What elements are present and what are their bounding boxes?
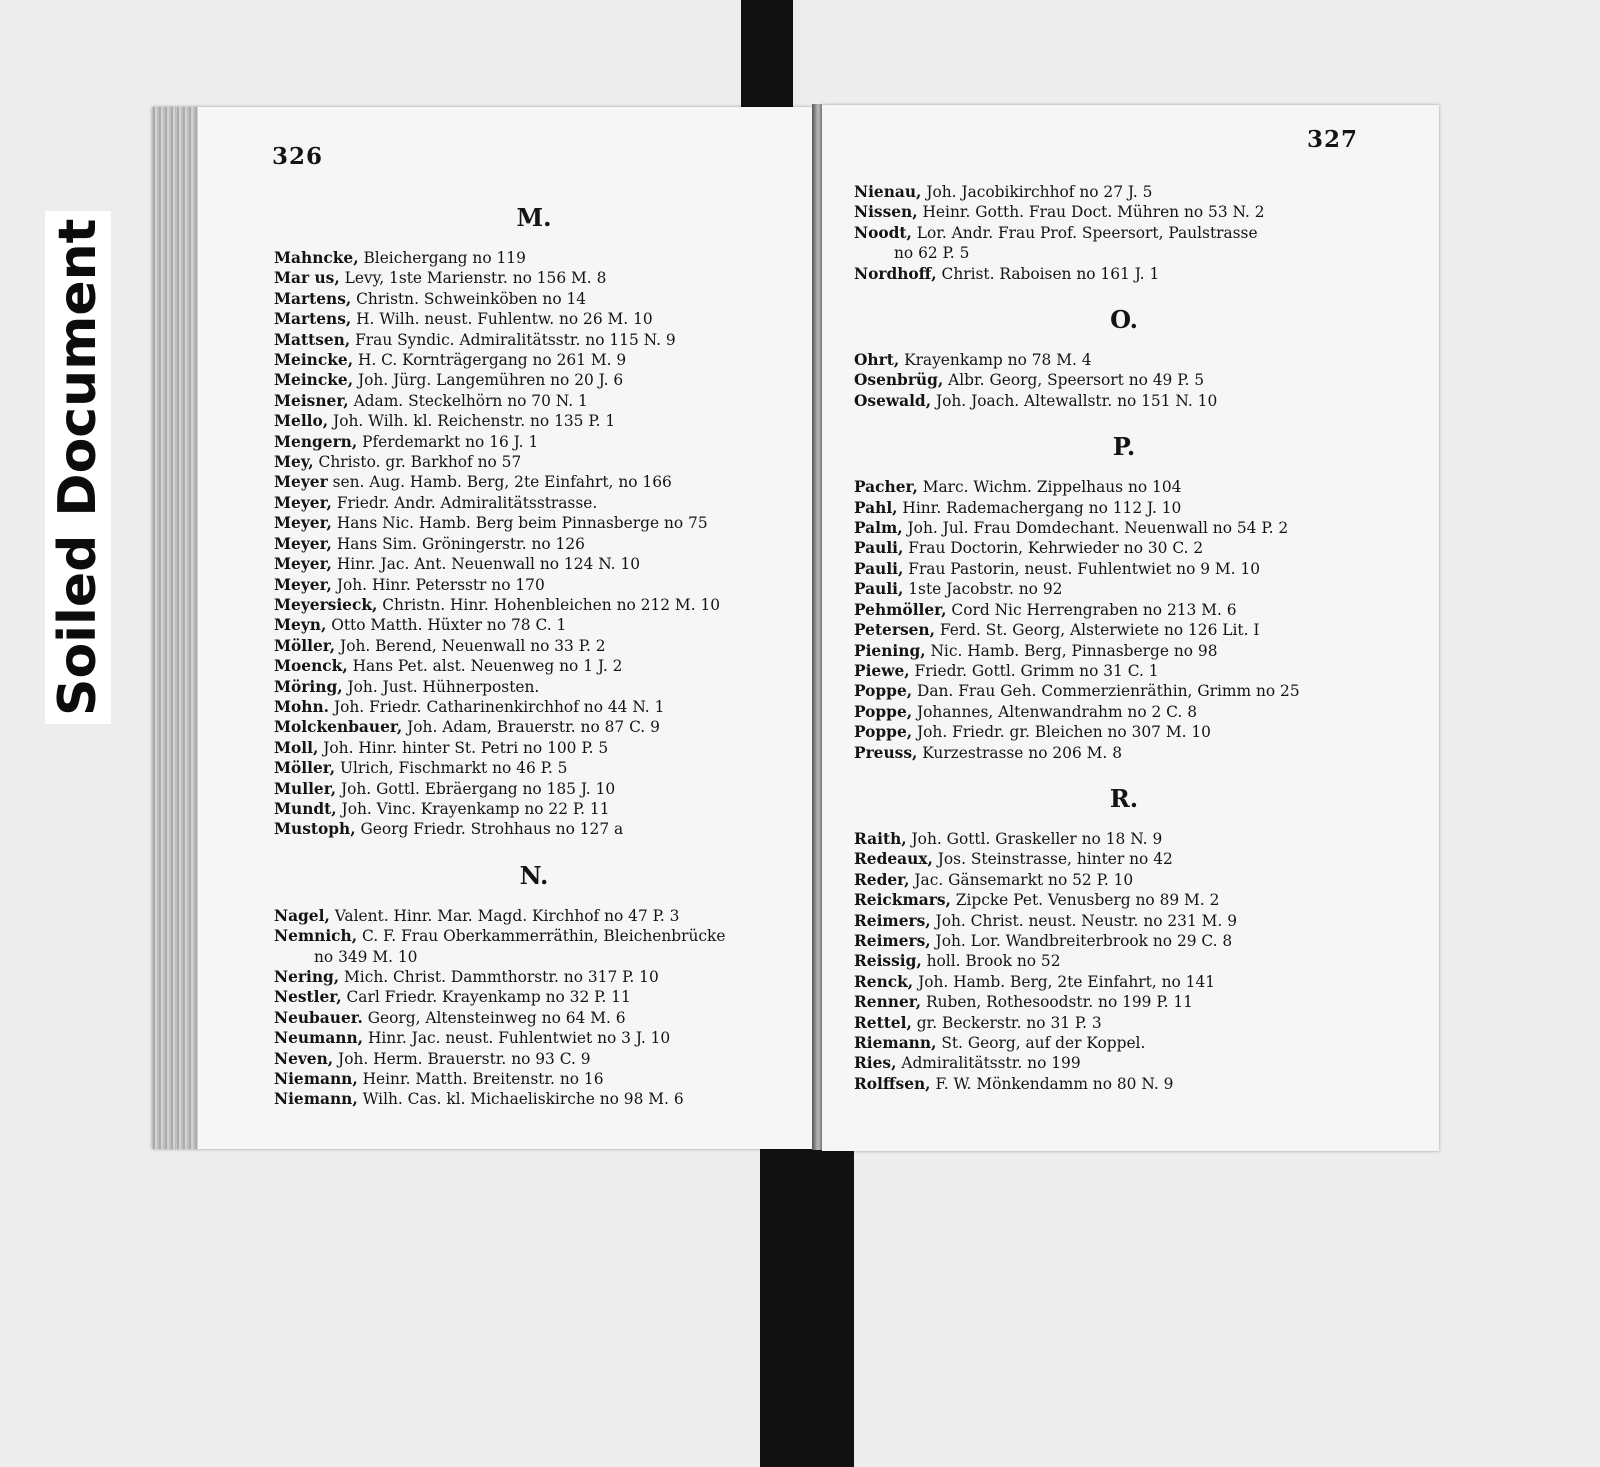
section-heading: O. bbox=[1110, 305, 1138, 335]
directory-entry bbox=[854, 829, 1394, 849]
entry-details: Krayenkamp no 78 M. 4 bbox=[899, 351, 1092, 370]
entry-details: sen. Aug. Hamb. Berg, 2te Einfahrt, no 166 bbox=[327, 473, 672, 492]
directory-entry bbox=[854, 681, 1394, 701]
entry-details: Hans Pet. alst. Neuenweg no 1 J. 2 bbox=[347, 657, 623, 676]
entry-details: Joh. Hinr. Petersstr no 170 bbox=[331, 575, 545, 594]
entry-details: Jac. Gänsemarkt no 52 P. 10 bbox=[909, 870, 1134, 889]
entry-details: Levy, 1ste Marienstr. no 156 M. 8 bbox=[339, 269, 607, 288]
entry-details: Ruben, Rothesoodstr. no 199 P. 11 bbox=[921, 993, 1193, 1012]
entry-details: Wilh. Cas. kl. Michaeliskirche no 98 M. 6 bbox=[357, 1090, 684, 1109]
directory-entry bbox=[274, 391, 794, 411]
entry-details: Frau Syndic. Admiralitätsstr. no 115 N. 9 bbox=[350, 330, 676, 349]
entry-details: Joh. Lor. Wandbreiterbrook no 29 C. 8 bbox=[930, 931, 1233, 950]
entry-details: Ulrich, Fischmarkt no 46 P. 5 bbox=[335, 759, 568, 778]
entry-details: Hinr. Jac. Ant. Neuenwall no 124 N. 10 bbox=[331, 555, 641, 574]
entry-surname: Möller, bbox=[274, 759, 336, 778]
entry-surname: Ohrt, bbox=[854, 351, 900, 370]
entry-details: Joh. Jacobikirchhof no 27 J. 5 bbox=[921, 183, 1153, 201]
directory-entry bbox=[854, 702, 1394, 722]
entry-surname: Meyer bbox=[274, 473, 328, 492]
section-gap bbox=[854, 411, 1394, 425]
directory-entry bbox=[854, 890, 1394, 910]
entry-details: Joh. Jul. Frau Domdechant. Neuenwall no 54 P. 2 bbox=[902, 519, 1289, 538]
entry-details: Zipcke Pet. Venusberg no 89 M. 2 bbox=[950, 891, 1220, 910]
entry-surname: Meyer, bbox=[274, 575, 332, 594]
directory-entry bbox=[854, 743, 1394, 763]
entry-details: Joh. Gottl. Graskeller no 18 N. 9 bbox=[906, 829, 1163, 848]
directory-entry bbox=[274, 677, 794, 697]
entry-surname: Martens, bbox=[274, 289, 352, 308]
entry-surname: Pacher, bbox=[854, 478, 918, 497]
entry-surname: Meyer, bbox=[274, 555, 332, 574]
entry-surname: Möller, bbox=[274, 636, 336, 655]
directory-entry bbox=[854, 1074, 1394, 1094]
directory-entry bbox=[274, 289, 794, 309]
entry-details: Hans Nic. Hamb. Berg beim Pinnasberge no 75 bbox=[331, 514, 708, 533]
entry-details: Joh. Christ. neust. Neustr. no 231 M. 9 bbox=[930, 911, 1237, 930]
entry-details: Albr. Georg, Speersort no 49 P. 5 bbox=[943, 371, 1205, 390]
entry-details: Admiralitätsstr. no 199 bbox=[896, 1054, 1081, 1073]
section-heading: P. bbox=[1112, 432, 1136, 462]
entry-details: H. C. Kornträgergang no 261 M. 9 bbox=[353, 351, 627, 370]
entry-details: Joh. Gottl. Ebräergang no 185 J. 10 bbox=[336, 779, 616, 798]
soiled-document-label: Soiled Document bbox=[45, 211, 111, 724]
directory-entry bbox=[274, 799, 794, 819]
entry-details: Ferd. St. Georg, Alsterwiete no 126 Lit. I bbox=[934, 621, 1260, 640]
directory-entry bbox=[274, 738, 794, 758]
entry-details: Joh. Berend, Neuenwall no 33 P. 2 bbox=[335, 636, 606, 655]
directory-entry bbox=[854, 559, 1394, 579]
entry-surname: Pehmöller, bbox=[854, 600, 947, 619]
directory-entry bbox=[274, 411, 794, 431]
directory-entry bbox=[854, 911, 1394, 931]
entry-surname: Nordhoff, bbox=[854, 264, 937, 283]
entry-surname: Pauli, bbox=[854, 539, 904, 558]
page-stack-edge bbox=[152, 107, 198, 1149]
entry-details: holl. Brook no 52 bbox=[921, 952, 1061, 971]
entry-surname: Meyer, bbox=[274, 493, 332, 512]
entry-details: Mich. Christ. Dammthorstr. no 317 P. 10 bbox=[339, 968, 659, 986]
entry-details: Joh. Just. Hühnerposten. bbox=[342, 677, 540, 696]
directory-entry bbox=[274, 717, 794, 737]
entry-details: Christn. Schweinköben no 14 bbox=[351, 289, 587, 308]
entry-surname: Mattsen, bbox=[274, 330, 351, 349]
entry-details: H. Wilh. neust. Fuhlentw. no 26 M. 10 bbox=[351, 310, 653, 329]
entry-surname: Muller, bbox=[274, 779, 337, 798]
entry-surname: Meisner, bbox=[274, 391, 349, 410]
entry-details: Hans Sim. Gröningerstr. no 126 bbox=[331, 534, 585, 553]
entry-details: Marc. Wichm. Zippelhaus no 104 bbox=[917, 478, 1182, 497]
entry-surname: Meyn, bbox=[274, 616, 327, 635]
entry-details: Joh. Friedr. Catharinenkirchhof no 44 N. 1 bbox=[329, 697, 665, 716]
entry-surname: Osenbrüg, bbox=[854, 371, 944, 390]
entry-details: Friedr. Gottl. Grimm no 31 C. 1 bbox=[909, 661, 1159, 680]
entry-details: Cord Nic Herrengraben no 213 M. 6 bbox=[946, 600, 1237, 619]
directory-entry bbox=[274, 656, 794, 676]
entry-details: Adam. Steckelhörn no 70 N. 1 bbox=[348, 391, 588, 410]
directory-entry bbox=[274, 513, 794, 533]
entry-surname: Ries, bbox=[854, 1054, 897, 1073]
directory-entry bbox=[274, 906, 794, 926]
entry-details: Christn. Hinr. Hohenbleichen no 212 M. 10 bbox=[377, 595, 721, 614]
directory-entry bbox=[274, 1008, 794, 1028]
entry-details: Joh. Joach. Altewallstr. no 151 N. 10 bbox=[931, 391, 1218, 410]
section-heading: M. bbox=[516, 203, 552, 232]
directory-entry bbox=[854, 849, 1394, 869]
entry-details: Otto Matth. Hüxter no 78 C. 1 bbox=[326, 616, 567, 635]
entry-surname: Raith, bbox=[854, 829, 907, 848]
entry-surname: Pahl, bbox=[854, 498, 898, 517]
entry-surname: Poppe, bbox=[854, 682, 913, 701]
directory-entry bbox=[854, 641, 1394, 661]
section-heading: N. bbox=[519, 860, 549, 890]
entry-details: St. Georg, auf der Koppel. bbox=[936, 1034, 1146, 1052]
directory-entry bbox=[854, 498, 1394, 518]
entry-surname: Meyersieck, bbox=[274, 595, 378, 614]
entry-details: Christo. gr. Barkhof no 57 bbox=[313, 453, 522, 472]
entry-details: no 349 M. 10 bbox=[314, 947, 418, 966]
entry-surname: Neumann, bbox=[274, 1029, 364, 1048]
entry-surname: Reimers, bbox=[854, 931, 931, 950]
entry-details: no 62 P. 5 bbox=[894, 244, 970, 263]
entry-surname: Nestler, bbox=[274, 988, 342, 1007]
entry-surname: Reder, bbox=[854, 870, 910, 889]
section-gap bbox=[854, 763, 1394, 777]
entry-surname: Reimers, bbox=[854, 911, 931, 930]
directory-entry bbox=[274, 819, 794, 839]
entry-surname: Rolffsen, bbox=[854, 1074, 931, 1093]
entry-surname: Reickmars, bbox=[854, 891, 951, 910]
entry-surname: Mar us, bbox=[274, 269, 340, 288]
entry-surname: Pauli, bbox=[854, 580, 904, 599]
directory-entry bbox=[854, 243, 1394, 263]
entry-surname: Redeaux, bbox=[854, 850, 933, 869]
directory-entry bbox=[274, 268, 794, 288]
entry-details: Joh. Herm. Brauerstr. no 93 C. 9 bbox=[333, 1049, 591, 1068]
directory-entry bbox=[274, 1069, 794, 1089]
entry-details: Heinr. Gotth. Frau Doct. Mühren no 53 N. 2 bbox=[917, 203, 1265, 222]
directory-entry bbox=[274, 370, 794, 390]
left-page-column bbox=[274, 196, 794, 1110]
directory-entry bbox=[854, 538, 1394, 558]
entry-surname: Piewe, bbox=[854, 661, 910, 680]
right-page-column bbox=[854, 182, 1394, 1094]
entry-surname: Molckenbauer, bbox=[274, 718, 403, 737]
section-heading: R. bbox=[1109, 783, 1139, 813]
entry-details: Bleichergang no 119 bbox=[358, 249, 526, 267]
directory-entry bbox=[274, 758, 794, 778]
directory-entry bbox=[854, 1053, 1394, 1073]
entry-surname: Osewald, bbox=[854, 391, 932, 410]
directory-entry bbox=[274, 534, 794, 554]
entry-details: Hinr. Rademachergang no 112 J. 10 bbox=[897, 498, 1182, 517]
directory-entry bbox=[274, 432, 794, 452]
entry-surname: Meincke, bbox=[274, 351, 354, 370]
section-gap bbox=[854, 284, 1394, 298]
entry-details: Frau Doctorin, Kehrwieder no 30 C. 2 bbox=[903, 539, 1204, 558]
entry-surname: Renner, bbox=[854, 993, 922, 1012]
entry-surname: Poppe, bbox=[854, 723, 913, 742]
entry-surname: Möring, bbox=[274, 677, 343, 696]
directory-entry bbox=[274, 452, 794, 472]
entry-surname: Mey, bbox=[274, 453, 314, 472]
directory-entry bbox=[274, 779, 794, 799]
directory-entry bbox=[274, 350, 794, 370]
entry-surname: Renck, bbox=[854, 972, 914, 991]
directory-entry bbox=[854, 600, 1394, 620]
directory-entry bbox=[854, 992, 1394, 1012]
directory-entry bbox=[274, 1089, 794, 1109]
entry-details: Georg Friedr. Strohhaus no 127 a bbox=[355, 820, 624, 839]
directory-entry bbox=[274, 309, 794, 329]
directory-entry bbox=[854, 370, 1394, 390]
entry-details: Joh. Vinc. Krayenkamp no 22 P. 11 bbox=[336, 799, 610, 818]
entry-surname: Neven, bbox=[274, 1049, 334, 1068]
directory-entry bbox=[274, 554, 794, 574]
directory-entry bbox=[274, 926, 794, 946]
entry-surname: Niemann, bbox=[274, 1090, 358, 1109]
directory-entry bbox=[274, 1049, 794, 1069]
directory-entry bbox=[274, 697, 794, 717]
directory-entry bbox=[854, 264, 1394, 284]
entry-details: Valent. Hinr. Mar. Magd. Kirchhof no 47 P. 3 bbox=[329, 906, 680, 925]
entry-surname: Mohn. bbox=[274, 697, 330, 716]
directory-entry bbox=[854, 350, 1394, 370]
entry-details: Joh. Friedr. gr. Bleichen no 307 M. 10 bbox=[912, 723, 1211, 742]
entry-surname: Rettel, bbox=[854, 1013, 912, 1032]
entry-details: 1ste Jacobstr. no 92 bbox=[903, 580, 1063, 599]
section-gap bbox=[274, 840, 794, 854]
directory-entry bbox=[854, 202, 1394, 222]
entry-details: Kurzestrasse no 206 M. 8 bbox=[917, 743, 1122, 762]
entry-details: Hinr. Jac. neust. Fuhlentwiet no 3 J. 10 bbox=[363, 1029, 671, 1048]
directory-entry bbox=[854, 223, 1394, 243]
directory-entry bbox=[854, 620, 1394, 640]
directory-entry bbox=[854, 1033, 1394, 1053]
entry-surname: Mundt, bbox=[274, 799, 337, 818]
entry-surname: Pauli, bbox=[854, 559, 904, 578]
directory-entry bbox=[274, 615, 794, 635]
binding-bar-top bbox=[741, 0, 793, 110]
entry-details: Dan. Frau Geh. Commerzienräthin, Grimm no 25 bbox=[912, 682, 1300, 701]
entry-details: Jos. Steinstrasse, hinter no 42 bbox=[932, 850, 1173, 869]
entry-surname: Preuss, bbox=[854, 743, 918, 762]
directory-entry bbox=[854, 579, 1394, 599]
entry-surname: Mahncke, bbox=[274, 249, 359, 267]
entry-details: F. W. Mönkendamm no 80 N. 9 bbox=[930, 1074, 1174, 1093]
entry-surname: Moll, bbox=[274, 738, 319, 757]
entry-surname: Mengern, bbox=[274, 432, 358, 451]
entry-surname: Niemann, bbox=[274, 1070, 358, 1089]
directory-entry bbox=[854, 391, 1394, 411]
binding-bar-bottom bbox=[760, 1140, 854, 1467]
directory-entry bbox=[854, 661, 1394, 681]
directory-entry bbox=[274, 330, 794, 350]
entry-surname: Poppe, bbox=[854, 702, 913, 721]
book-gutter bbox=[812, 104, 822, 1150]
directory-entry bbox=[854, 951, 1394, 971]
entry-details: Christ. Raboisen no 161 J. 1 bbox=[936, 264, 1160, 283]
entry-surname: Martens, bbox=[274, 310, 352, 329]
entry-surname: Palm, bbox=[854, 519, 903, 538]
directory-entry bbox=[274, 493, 794, 513]
directory-entry bbox=[854, 722, 1394, 742]
entry-details: Joh. Hinr. hinter St. Petri no 100 P. 5 bbox=[318, 738, 609, 757]
entry-surname: Nemnich, bbox=[274, 927, 358, 946]
directory-entry bbox=[854, 1013, 1394, 1033]
entry-details: Pferdemarkt no 16 J. 1 bbox=[357, 432, 539, 451]
entry-details: Friedr. Andr. Admiralitätsstrasse. bbox=[331, 493, 598, 512]
entry-surname: Petersen, bbox=[854, 621, 935, 640]
entry-surname: Mustoph, bbox=[274, 820, 356, 839]
page-number-left: 326 bbox=[272, 143, 324, 170]
entry-surname: Nienau, bbox=[854, 183, 922, 201]
directory-entry bbox=[274, 1028, 794, 1048]
directory-entry bbox=[854, 182, 1394, 202]
entry-details: Carl Friedr. Krayenkamp no 32 P. 11 bbox=[341, 988, 631, 1007]
entry-details: Joh. Hamb. Berg, 2te Einfahrt, no 141 bbox=[913, 972, 1216, 991]
entry-details: Frau Pastorin, neust. Fuhlentwiet no 9 M. 10 bbox=[903, 559, 1261, 578]
entry-details: Nic. Hamb. Berg, Pinnasberge no 98 bbox=[925, 641, 1218, 660]
entry-surname: Nissen, bbox=[854, 203, 918, 222]
entry-details: Georg, Altensteinweg no 64 M. 6 bbox=[362, 1008, 626, 1027]
entry-details: Joh. Adam, Brauerstr. no 87 C. 9 bbox=[402, 718, 660, 737]
directory-entry bbox=[854, 518, 1394, 538]
entry-surname: Piening, bbox=[854, 641, 926, 660]
directory-entry bbox=[274, 472, 794, 492]
directory-entry bbox=[274, 967, 794, 987]
directory-entry bbox=[274, 248, 794, 268]
directory-entry bbox=[854, 477, 1394, 497]
entry-details: Heinr. Matth. Breitenstr. no 16 bbox=[357, 1070, 604, 1089]
directory-entry bbox=[274, 595, 794, 615]
entry-surname: Mello, bbox=[274, 412, 329, 431]
directory-entry bbox=[854, 931, 1394, 951]
entry-surname: Nagel, bbox=[274, 906, 330, 925]
entry-surname: Meincke, bbox=[274, 371, 354, 390]
entry-surname: Nering, bbox=[274, 968, 340, 986]
entry-surname: Riemann, bbox=[854, 1034, 937, 1052]
entry-surname: Reissig, bbox=[854, 952, 922, 971]
entry-details: gr. Beckerstr. no 31 P. 3 bbox=[911, 1013, 1102, 1032]
directory-entry bbox=[274, 947, 794, 967]
entry-details: Joh. Jürg. Langemühren no 20 J. 6 bbox=[353, 371, 624, 390]
entry-surname: Noodt, bbox=[854, 223, 912, 242]
page-number-right: 327 bbox=[1307, 126, 1359, 153]
directory-entry bbox=[854, 870, 1394, 890]
entry-details: Joh. Wilh. kl. Reichenstr. no 135 P. 1 bbox=[328, 412, 616, 431]
entry-surname: Neubauer. bbox=[274, 1008, 363, 1027]
entry-surname: Moenck, bbox=[274, 657, 348, 676]
entry-surname: Meyer, bbox=[274, 514, 332, 533]
directory-entry bbox=[274, 575, 794, 595]
entry-surname: Meyer, bbox=[274, 534, 332, 553]
directory-entry bbox=[854, 972, 1394, 992]
entry-details: Johannes, Altenwandrahm no 2 C. 8 bbox=[912, 702, 1197, 721]
directory-entry bbox=[274, 636, 794, 656]
directory-entry bbox=[274, 987, 794, 1007]
entry-details: C. F. Frau Oberkammerräthin, Bleichenbrücke bbox=[357, 927, 726, 946]
entry-details: Lor. Andr. Frau Prof. Speersort, Paulstrasse bbox=[911, 223, 1258, 242]
